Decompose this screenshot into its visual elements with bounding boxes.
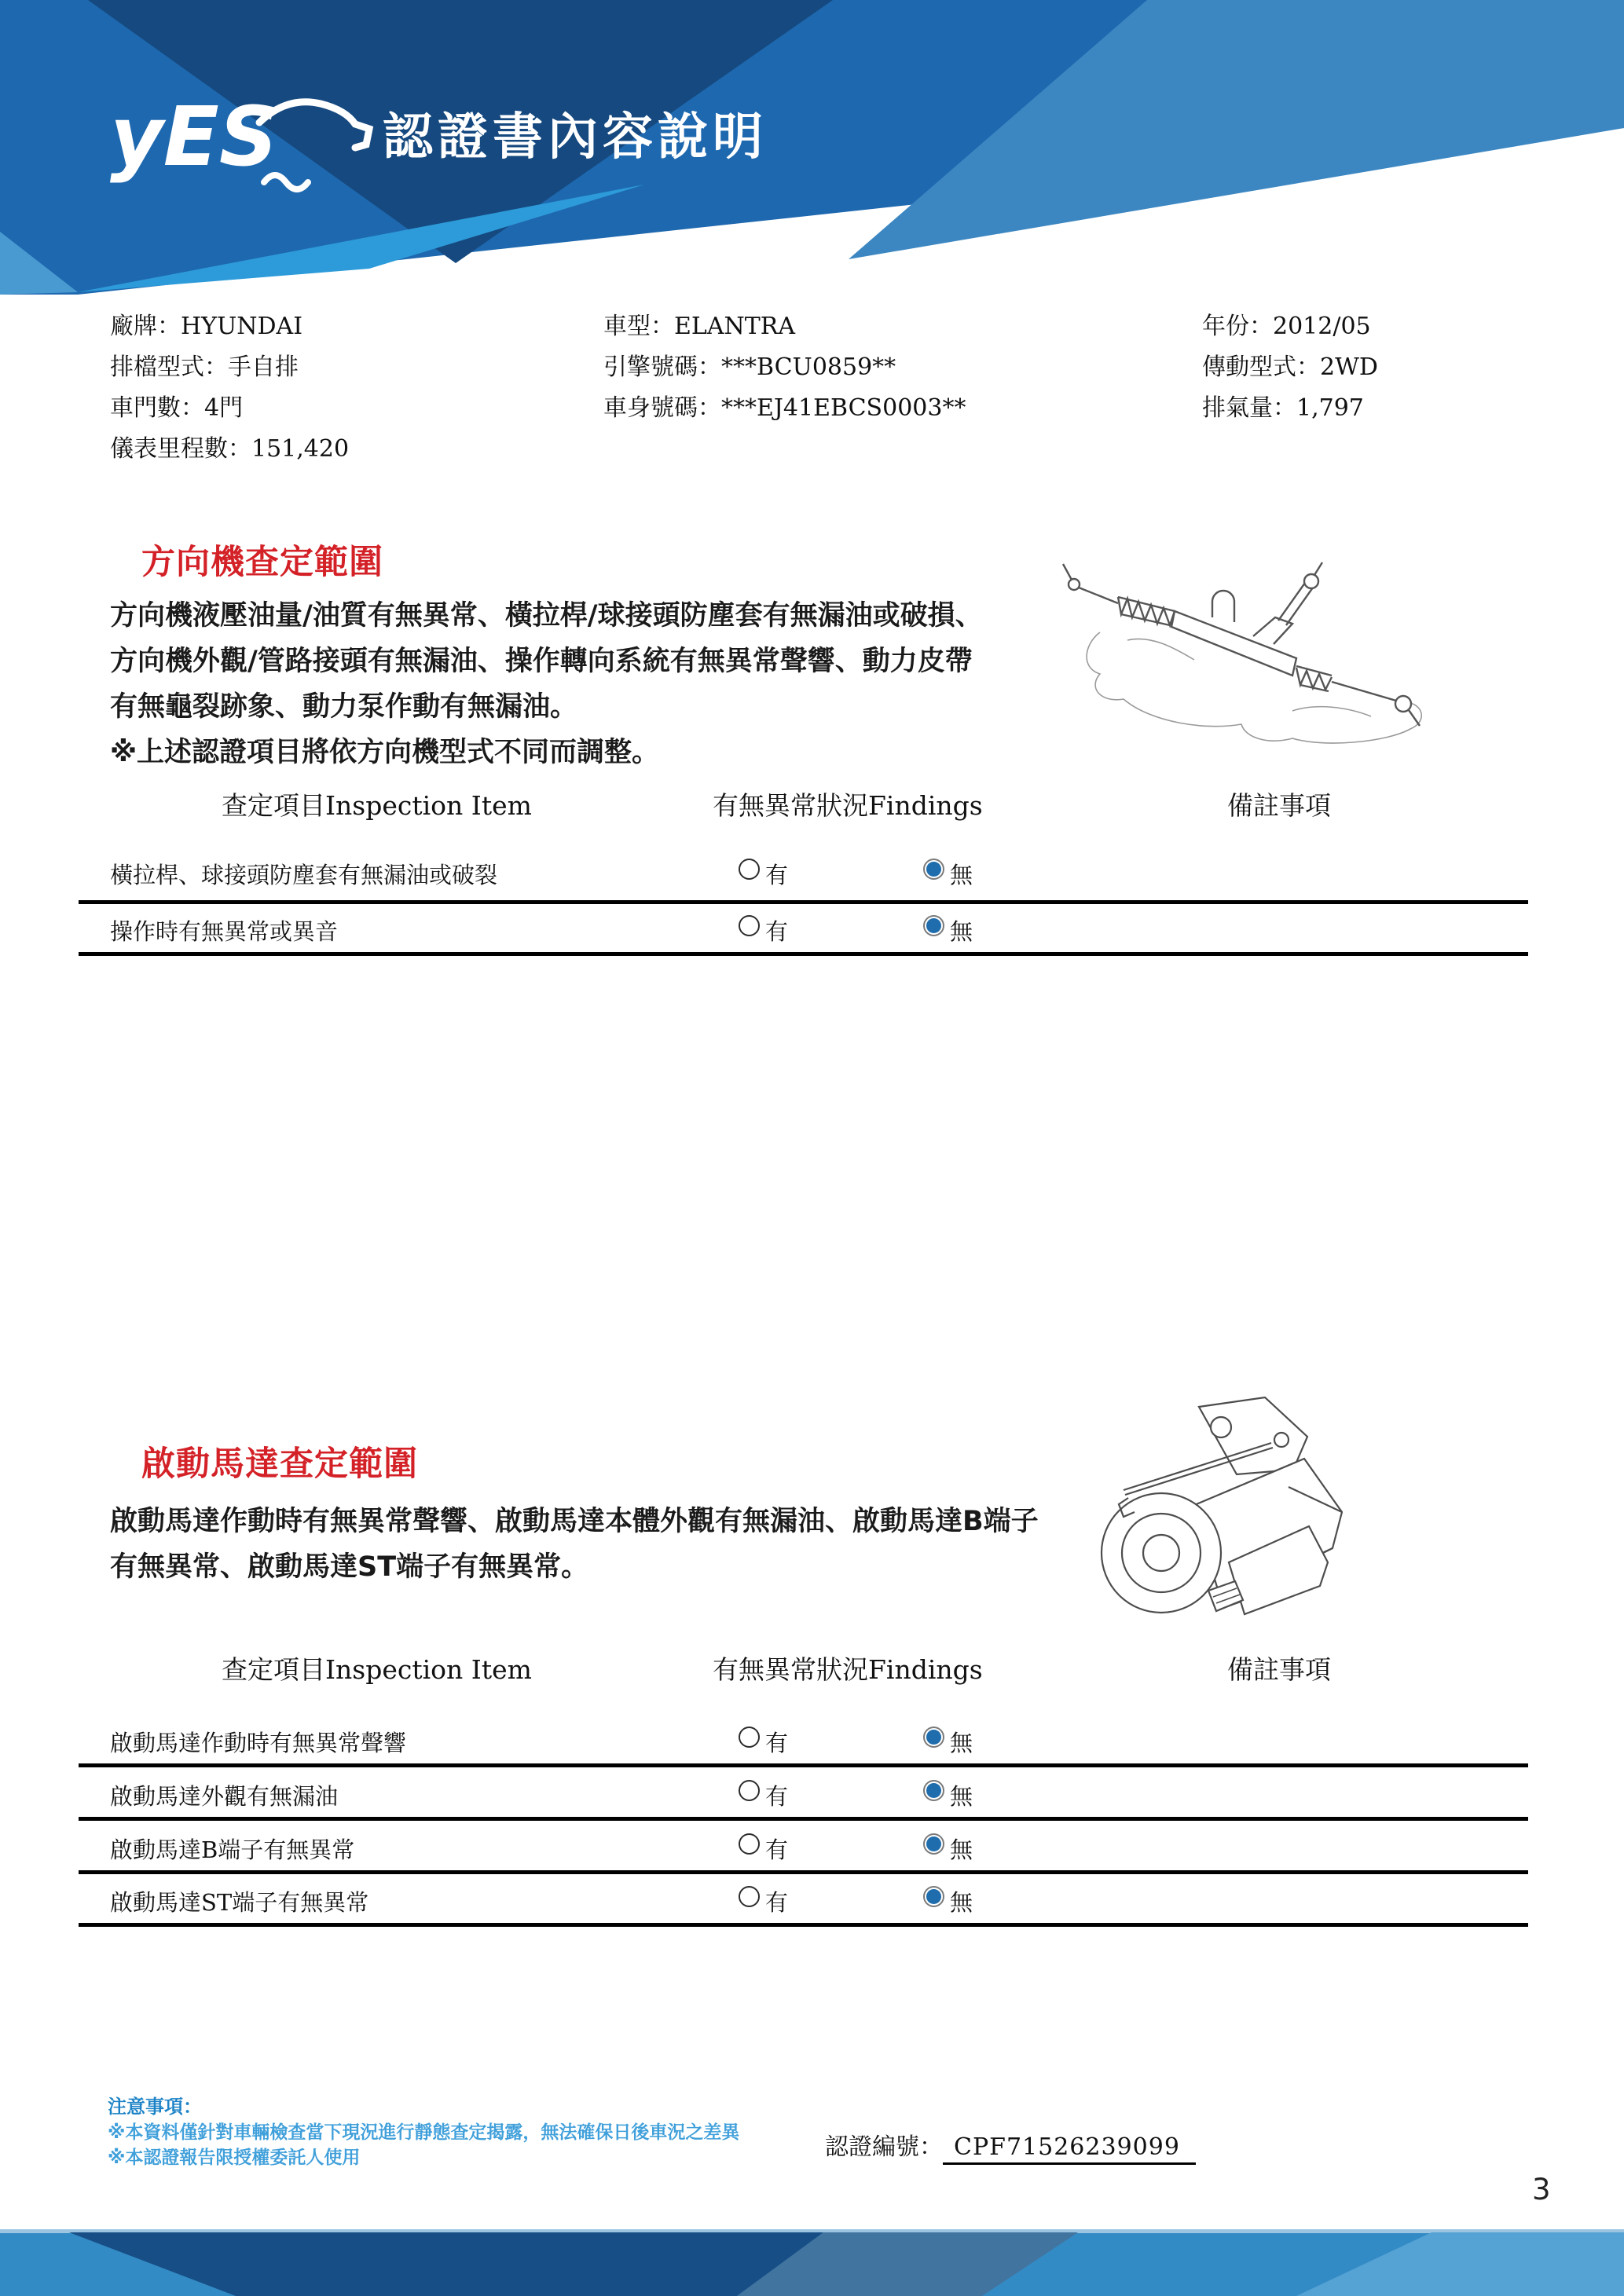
- vehicle-doors: 車門數：4門: [110, 394, 244, 422]
- vehicle-displacement: 排氣量：1,797: [1202, 394, 1364, 422]
- vehicle-vin: 車身號碼：***EJ41EBCS0003**: [603, 394, 966, 422]
- description-line: 有無異常、啟動馬達ST端子有無異常。: [110, 1551, 589, 1583]
- radio-yes-label: 有: [765, 862, 789, 888]
- vehicle-drive-type: 傳動型式：2WD: [1202, 353, 1378, 381]
- inspection-item-label: 操作時有無異常或異音: [110, 918, 339, 945]
- radio-no-selected[interactable]: [923, 859, 944, 880]
- radio-no-label: 無: [950, 1783, 973, 1810]
- radio-yes[interactable]: [739, 915, 760, 936]
- inspection-item-label: 啟動馬達B端子有無異常: [110, 1836, 355, 1863]
- vehicle-brand: 廠牌：HYUNDAI: [110, 313, 303, 340]
- table-rule: [79, 1763, 1528, 1767]
- radio-yes[interactable]: [739, 1727, 760, 1748]
- radio-yes[interactable]: [739, 1780, 760, 1801]
- radio-yes-label: 有: [765, 1783, 789, 1810]
- notes-title: 注意事項：: [108, 2096, 202, 2118]
- radio-yes-label: 有: [765, 1889, 789, 1916]
- table-row: [79, 1776, 1528, 1811]
- column-header-findings: 有無異常狀況Findings: [713, 790, 983, 821]
- inspection-item-label: 啟動馬達ST端子有無異常: [110, 1889, 369, 1916]
- radio-no-selected[interactable]: [923, 1780, 944, 1801]
- radio-no-selected[interactable]: [923, 915, 944, 936]
- page-number: 3: [1532, 2173, 1551, 2206]
- page-title: 認證書內容說明: [383, 108, 768, 167]
- column-header-remarks: 備註事項: [1227, 790, 1331, 821]
- description-line: 有無龜裂跡象、動力泵作動有無漏油。: [110, 691, 578, 723]
- section2-description: [110, 1496, 1039, 1587]
- table-row: [79, 1882, 1528, 1917]
- table-row: [79, 855, 1528, 889]
- table1-header: [79, 785, 1528, 820]
- vehicle-info-col2: [603, 306, 966, 429]
- column-header-item: 查定項目Inspection Item: [222, 790, 532, 821]
- note-item: ※本資料僅針對車輛檢查當下現況進行靜態查定揭露，無法確保日後車況之差異: [108, 2122, 740, 2143]
- table-row: [79, 911, 1528, 946]
- inspection-item-label: 啟動馬達外觀有無漏油: [110, 1783, 339, 1810]
- certificate-number-value: CPF71526239099: [943, 2133, 1196, 2165]
- vehicle-model: 車型：ELANTRA: [603, 313, 795, 340]
- vehicle-engine-no: 引擎號碼：***BCU0859**: [603, 353, 896, 381]
- table-row: [79, 1723, 1528, 1757]
- steering-rack-illustration: [1057, 542, 1442, 754]
- table2-header: [79, 1650, 1528, 1684]
- column-header-item: 查定項目Inspection Item: [222, 1654, 532, 1685]
- radio-no-selected[interactable]: [923, 1727, 944, 1748]
- radio-yes[interactable]: [739, 1833, 760, 1855]
- description-line: 方向機液壓油量/油質有無異常、橫拉桿/球接頭防塵套有無漏油或破損、: [110, 600, 983, 632]
- radio-yes[interactable]: [739, 859, 760, 880]
- vehicle-info-col1: [110, 306, 349, 470]
- section1-description: [110, 591, 983, 773]
- column-header-findings: 有無異常狀況Findings: [713, 1654, 983, 1685]
- brand-logo: [110, 72, 377, 198]
- inspection-item-label: 橫拉桿、球接頭防塵套有無漏油或破裂: [110, 862, 498, 888]
- certificate-number-row: [825, 2127, 1196, 2162]
- table-rule: [79, 1923, 1528, 1927]
- note-item: ※本認證報告限授權委託人使用: [108, 2148, 361, 2168]
- table-rule: [79, 1817, 1528, 1821]
- table-row: [79, 1829, 1528, 1864]
- vehicle-transmission-type: 排檔型式：手自排: [110, 353, 299, 381]
- vehicle-info-col3: [1202, 306, 1378, 429]
- radio-yes-label: 有: [765, 1836, 789, 1863]
- inspection-item-label: 啟動馬達作動時有無異常聲響: [110, 1730, 407, 1756]
- radio-yes[interactable]: [739, 1886, 760, 1907]
- radio-yes-label: 有: [765, 1730, 789, 1756]
- radio-no-selected[interactable]: [923, 1833, 944, 1855]
- radio-no-label: 無: [950, 1836, 973, 1863]
- footer-banner: [0, 2229, 1624, 2296]
- description-line: 方向機外觀/管路接頭有無漏油、操作轉向系統有無異常聲響、動力皮帶: [110, 646, 973, 677]
- vehicle-mileage: 儀表里程數：151,420: [110, 435, 350, 463]
- table-rule: [79, 900, 1528, 904]
- description-line: 啟動馬達作動時有無異常聲響、啟動馬達本體外觀有無漏油、啟動馬達B端子: [110, 1506, 1039, 1537]
- table-rule: [79, 1870, 1528, 1874]
- column-header-remarks: 備註事項: [1227, 1654, 1331, 1685]
- table-rule: [79, 952, 1528, 956]
- radio-no-label: 無: [950, 918, 973, 945]
- section2-title: 啟動馬達查定範圍: [141, 1445, 418, 1484]
- brand-text: yES: [110, 89, 278, 185]
- description-line: ※上述認證項目將依方向機型式不同而調整。: [110, 737, 660, 768]
- starter-motor-illustration: [1083, 1394, 1366, 1634]
- section1-title: 方向機查定範圍: [141, 543, 383, 582]
- certificate-number-label: 認證編號：: [825, 2133, 943, 2161]
- radio-yes-label: 有: [765, 918, 789, 945]
- radio-no-label: 無: [950, 1889, 973, 1916]
- radio-no-label: 無: [950, 862, 973, 888]
- radio-no-label: 無: [950, 1730, 973, 1756]
- vehicle-year: 年份：2012/05: [1202, 313, 1371, 340]
- radio-no-selected[interactable]: [923, 1886, 944, 1907]
